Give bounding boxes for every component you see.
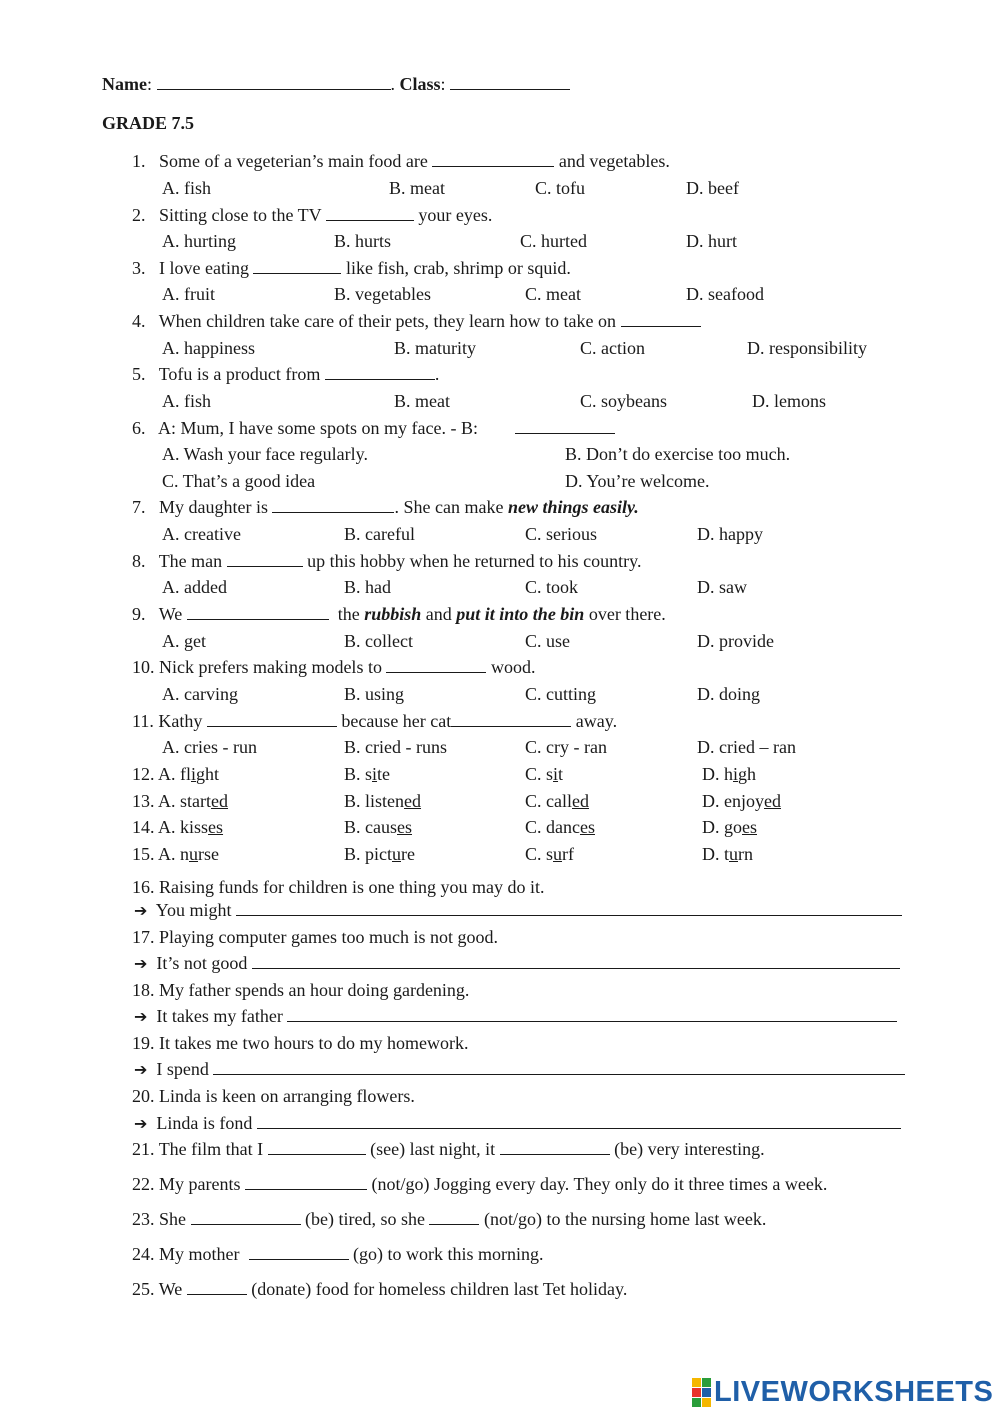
liveworksheets-logo [692,1376,993,1409]
option-a[interactable]: A. hurting [162,231,236,251]
question-15: 15. A. nurse [132,844,220,864]
option-b[interactable]: B. listened [344,791,422,811]
name-class-line: Name: . Class: [102,74,570,95]
option-c[interactable]: C. surf [525,844,575,864]
answer-blank[interactable] [245,1175,367,1190]
option-c[interactable]: C. soybeans [580,391,667,411]
option-b[interactable]: B. using [344,684,405,704]
option-b[interactable]: B. had [344,577,391,597]
arrow-right-icon: ➔ [134,1060,148,1079]
option-c[interactable]: C. sit [525,764,564,784]
option-a[interactable]: A. cries - run [162,737,257,757]
answer-line[interactable] [257,1113,901,1129]
answer-blank[interactable] [326,206,414,221]
option-d[interactable]: D. turn [702,844,753,864]
option-c[interactable]: C. cutting [525,684,596,704]
answer-blank[interactable] [325,365,435,380]
option-b[interactable]: B. site [344,764,391,784]
option-d[interactable]: D. enjoyed [702,791,781,811]
answer-blank[interactable] [515,419,615,434]
answer-blank[interactable] [187,605,329,620]
question-16: 16. Raising funds for children is one thing you may do it. [132,877,545,897]
rewrite-line: ➔ It takes my father [134,1006,897,1027]
answer-blank[interactable] [207,712,337,727]
option-d[interactable]: D. lemons [752,391,826,411]
question-13: 13. A. started [132,791,229,811]
option-a[interactable]: A. fish [162,391,211,411]
answer-blank[interactable] [451,712,571,727]
question-10: 10. Nick prefers making models to wood. [132,657,536,677]
arrow-right-icon: ➔ [134,1007,148,1026]
answer-blank[interactable] [432,152,554,167]
question-6: 6. A: Mum, I have some spots on my face. - B: [132,418,615,439]
name-label: Name [102,74,147,94]
option-d[interactable]: D. hurt [686,231,737,251]
question-21: 21. The film that I (see) last night, it (be) very interesting. [132,1139,765,1159]
answer-blank[interactable] [621,312,701,327]
option-c[interactable]: C. serious [525,524,597,544]
option-a[interactable]: A. fish [162,178,211,198]
option-a[interactable]: A. happiness [162,338,255,358]
option-c[interactable]: C. use [525,631,570,651]
option-c[interactable]: C. took [525,577,579,597]
answer-blank[interactable] [429,1210,479,1225]
option-d[interactable]: D. happy [697,524,763,544]
answer-blank[interactable] [227,552,303,567]
option-c[interactable]: C. hurted [520,231,587,251]
question-text: and vegetables. [558,151,670,171]
arrow-right-icon: ➔ [134,954,148,973]
question-24: 24. My mother (go) to work this morning. [132,1244,544,1264]
question-12: 12. A. flight [132,764,220,784]
option-b[interactable]: B. vegetables [334,284,431,304]
answer-line[interactable] [252,953,900,969]
option-d[interactable]: D. goes [702,817,757,837]
question-23: 23. She (be) tired, so she (not/go) to the nursing home last week. [132,1209,767,1229]
option-d[interactable]: D. provide [697,631,774,651]
option-b[interactable]: B. Don’t do exercise too much. [565,444,791,464]
option-b[interactable]: B. hurts [334,231,392,251]
rewrite-line: ➔ Linda is fond [134,1113,901,1134]
option-d[interactable]: D. seafood [686,284,764,304]
question-number: 1. [132,151,146,171]
arrow-right-icon: ➔ [134,1114,148,1133]
option-b[interactable]: B. causes [344,817,412,837]
answer-blank[interactable] [187,1280,247,1295]
question-text: Some of a vegeterian’s main food are [159,151,428,171]
question-17: 17. Playing computer games too much is not good. [132,927,498,947]
question-11: 11. Kathy because her cat away. [132,711,618,731]
question-18: 18. My father spends an hour doing gardening. [132,980,470,1000]
grade-title: GRADE 7.5 [102,113,195,133]
option-b[interactable]: B. meat [389,178,445,198]
option-a[interactable]: A. added [162,577,227,597]
option-a[interactable]: A. carving [162,684,238,704]
question-4: 4. When children take care of their pets, they learn how to take on [132,311,701,332]
class-field[interactable] [450,75,570,90]
answer-line[interactable] [236,900,902,916]
answer-line[interactable] [287,1006,897,1022]
rewrite-line: ➔ I spend [134,1059,905,1080]
option-d[interactable]: D. You’re welcome. [565,471,710,491]
option-c[interactable]: C. cry - ran [525,737,607,757]
answer-blank[interactable] [249,1245,349,1260]
logo-mark-icon [692,1378,711,1407]
option-b[interactable]: B. meat [394,391,450,411]
question-2: 2. Sitting close to the TV your eyes. [132,205,493,225]
option-a[interactable]: A. Wash your face regularly. [162,444,368,464]
arrow-right-icon: ➔ [134,901,148,920]
option-c[interactable]: C. dances [525,817,595,837]
answer-blank[interactable] [191,1210,301,1225]
option-c[interactable]: C. called [525,791,589,811]
logo-text: LIVEWORKSHEETS [714,1376,994,1408]
answer-blank[interactable] [386,658,486,673]
question-20: 20. Linda is keen on arranging flowers. [132,1086,415,1106]
option-d[interactable]: D. beef [686,178,739,198]
option-c[interactable]: C. action [580,338,645,358]
question-7: 7. My daughter is . She can make new things easily. [132,497,639,517]
question-5: 5. Tofu is a product from . [132,364,440,384]
answer-blank[interactable] [268,1140,366,1155]
option-b[interactable]: B. maturity [394,338,476,358]
option-a[interactable]: A. fruit [162,284,215,304]
option-a[interactable]: A. creative [162,524,241,544]
answer-blank[interactable] [500,1140,610,1155]
option-d[interactable]: D. responsibility [747,338,867,358]
option-a[interactable]: A. get [162,631,206,651]
option-d[interactable]: D. doing [697,684,760,704]
question-14: 14. A. kisses [132,817,224,837]
question-25: 25. We (donate) food for homeless children last Tet holiday. [132,1279,628,1299]
option-d[interactable]: D. high [702,764,757,784]
question-22: 22. My parents (not/go) Jogging every day. They only do it three times a week. [132,1174,828,1194]
rewrite-line: ➔ It’s not good [134,953,900,974]
option-b[interactable]: B. collect [344,631,413,651]
name-field[interactable] [157,75,391,90]
option-d[interactable]: D. cried – ran [697,737,796,757]
question-8: 8. The man up this hobby when he returned to his country. [132,551,642,571]
option-c[interactable]: C. meat [525,284,581,304]
answer-blank[interactable] [272,498,394,513]
option-b[interactable]: B. picture [344,844,415,864]
class-label: Class [399,74,441,94]
option-c[interactable]: C. That’s a good idea [162,471,316,491]
answer-line[interactable] [213,1059,905,1075]
question-9: 9. We the rubbish and put it into the bin over there. [132,604,666,624]
option-b[interactable]: B. careful [344,524,415,544]
question-1 [132,151,670,172]
option-d[interactable]: D. saw [697,577,747,597]
answer-blank[interactable] [253,259,341,274]
question-3: 3. I love eating like fish, crab, shrimp or squid. [132,258,571,278]
rewrite-line: ➔ You might [134,900,902,921]
option-b[interactable]: B. cried - runs [344,737,447,757]
option-c[interactable]: C. tofu [535,178,586,198]
question-19: 19. It takes me two hours to do my homework. [132,1033,469,1053]
